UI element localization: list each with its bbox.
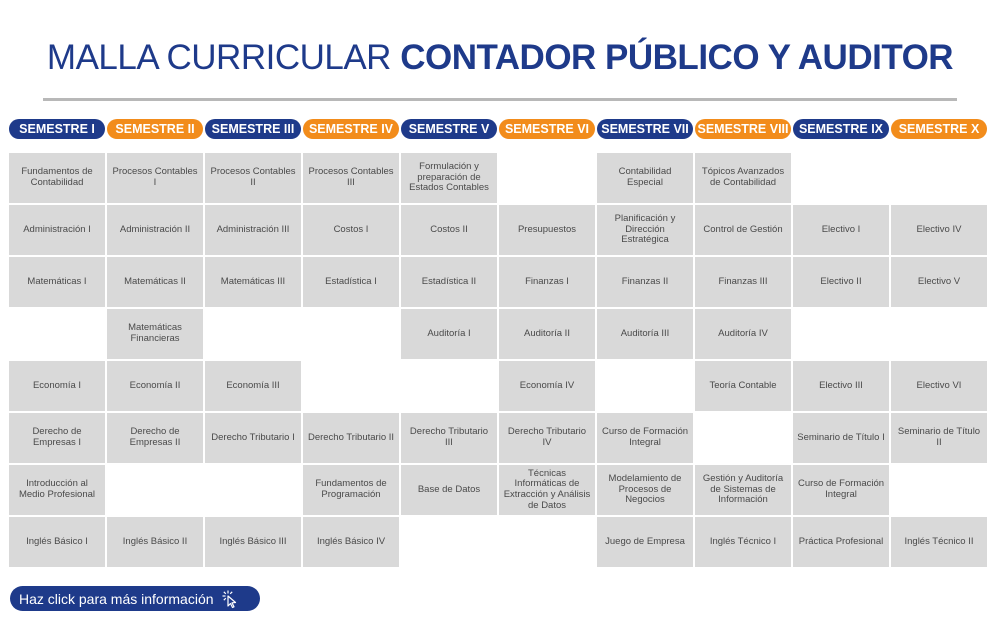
course-cell: Inglés Técnico I — [695, 517, 791, 567]
course-cell: Derecho Tributario IV — [499, 413, 595, 463]
course-cell: Teoría Contable — [695, 361, 791, 411]
course-cell: Electivo II — [793, 257, 889, 307]
course-cell: Auditoría I — [401, 309, 497, 359]
course-cell: Electivo V — [891, 257, 987, 307]
course-cell: Modelamiento de Procesos de Negocios — [597, 465, 693, 515]
course-cell: Estadística I — [303, 257, 399, 307]
course-cell: Fundamentos de Programación — [303, 465, 399, 515]
course-cell: Procesos Contables II — [205, 153, 301, 203]
course-cell: Curso de Formación Integral — [793, 465, 889, 515]
semester-header-10: SEMESTRE X — [891, 119, 987, 139]
course-cell: Derecho de Empresas I — [9, 413, 105, 463]
course-cell: Costos II — [401, 205, 497, 255]
semester-header-9: SEMESTRE IX — [793, 119, 889, 139]
course-cell: Introducción al Medio Profesional — [9, 465, 105, 515]
course-cell: Administración III — [205, 205, 301, 255]
title-light: MALLA CURRICULAR — [46, 38, 391, 77]
course-cell: Inglés Técnico II — [891, 517, 987, 567]
course-cell: Formulación y preparación de Estados Contables — [401, 153, 497, 203]
semester-header-2: SEMESTRE II — [107, 119, 203, 139]
course-cell: Economía IV — [499, 361, 595, 411]
course-cell: Derecho Tributario I — [205, 413, 301, 463]
course-cell: Gestión y Auditoría de Sistemas de Información — [695, 465, 791, 515]
course-cell: Administración II — [107, 205, 203, 255]
course-cell: Electivo I — [793, 205, 889, 255]
course-cell: Auditoría III — [597, 309, 693, 359]
course-cell: Finanzas II — [597, 257, 693, 307]
course-cell: Base de Datos — [401, 465, 497, 515]
course-cell: Seminario de Título II — [891, 413, 987, 463]
title-divider — [43, 98, 957, 101]
course-cell: Inglés Básico IV — [303, 517, 399, 567]
course-cell: Planificación y Dirección Estratégica — [597, 205, 693, 255]
course-cell: Procesos Contables I — [107, 153, 203, 203]
course-cell: Inglés Básico II — [107, 517, 203, 567]
course-cell: Juego de Empresa — [597, 517, 693, 567]
course-cell: Electivo IV — [891, 205, 987, 255]
course-cell: Economía I — [9, 361, 105, 411]
course-cell: Electivo VI — [891, 361, 987, 411]
course-cell: Matemáticas Financieras — [107, 309, 203, 359]
course-cell: Auditoría II — [499, 309, 595, 359]
course-cell: Economía III — [205, 361, 301, 411]
course-cell: Matemáticas III — [205, 257, 301, 307]
course-cell: Presupuestos — [499, 205, 595, 255]
course-cell: Administración I — [9, 205, 105, 255]
course-cell: Fundamentos de Contabilidad — [9, 153, 105, 203]
course-cell: Derecho de Empresas II — [107, 413, 203, 463]
course-cell: Estadística II — [401, 257, 497, 307]
title-bold: CONTADOR PÚBLICO Y AUDITOR — [400, 38, 954, 77]
course-cell: Inglés Básico I — [9, 517, 105, 567]
course-cell: Tópicos Avanzados de Contabilidad — [695, 153, 791, 203]
semester-header-8: SEMESTRE VIII — [695, 119, 791, 139]
course-cell: Derecho Tributario II — [303, 413, 399, 463]
course-cell: Curso de Formación Integral — [597, 413, 693, 463]
course-cell: Auditoría IV — [695, 309, 791, 359]
course-cell: Técnicas Informáticas de Extracción y Análisis de Datos — [499, 465, 595, 515]
course-cell: Seminario de Título I — [793, 413, 889, 463]
course-cell: Inglés Básico III — [205, 517, 301, 567]
more-info-button[interactable] — [10, 586, 260, 611]
semester-header-7: SEMESTRE VII — [597, 119, 693, 139]
page-title — [0, 38, 1000, 78]
course-cell: Práctica Profesional — [793, 517, 889, 567]
semester-header-5: SEMESTRE V — [401, 119, 497, 139]
course-cell: Economía II — [107, 361, 203, 411]
course-cell: Finanzas I — [499, 257, 595, 307]
semester-header-6: SEMESTRE VI — [499, 119, 595, 139]
more-info-label: Haz click para más información — [19, 590, 214, 607]
course-cell: Derecho Tributario III — [401, 413, 497, 463]
course-cell: Finanzas III — [695, 257, 791, 307]
course-cell: Matemáticas I — [9, 257, 105, 307]
course-cell: Matemáticas II — [107, 257, 203, 307]
course-cell: Electivo III — [793, 361, 889, 411]
course-cell: Costos I — [303, 205, 399, 255]
course-cell: Procesos Contables III — [303, 153, 399, 203]
course-cell: Contabilidad Especial — [597, 153, 693, 203]
click-cursor-icon — [220, 589, 240, 609]
semester-header-4: SEMESTRE IV — [303, 119, 399, 139]
course-cell: Control de Gestión — [695, 205, 791, 255]
semester-header-1: SEMESTRE I — [9, 119, 105, 139]
semester-header-3: SEMESTRE III — [205, 119, 301, 139]
